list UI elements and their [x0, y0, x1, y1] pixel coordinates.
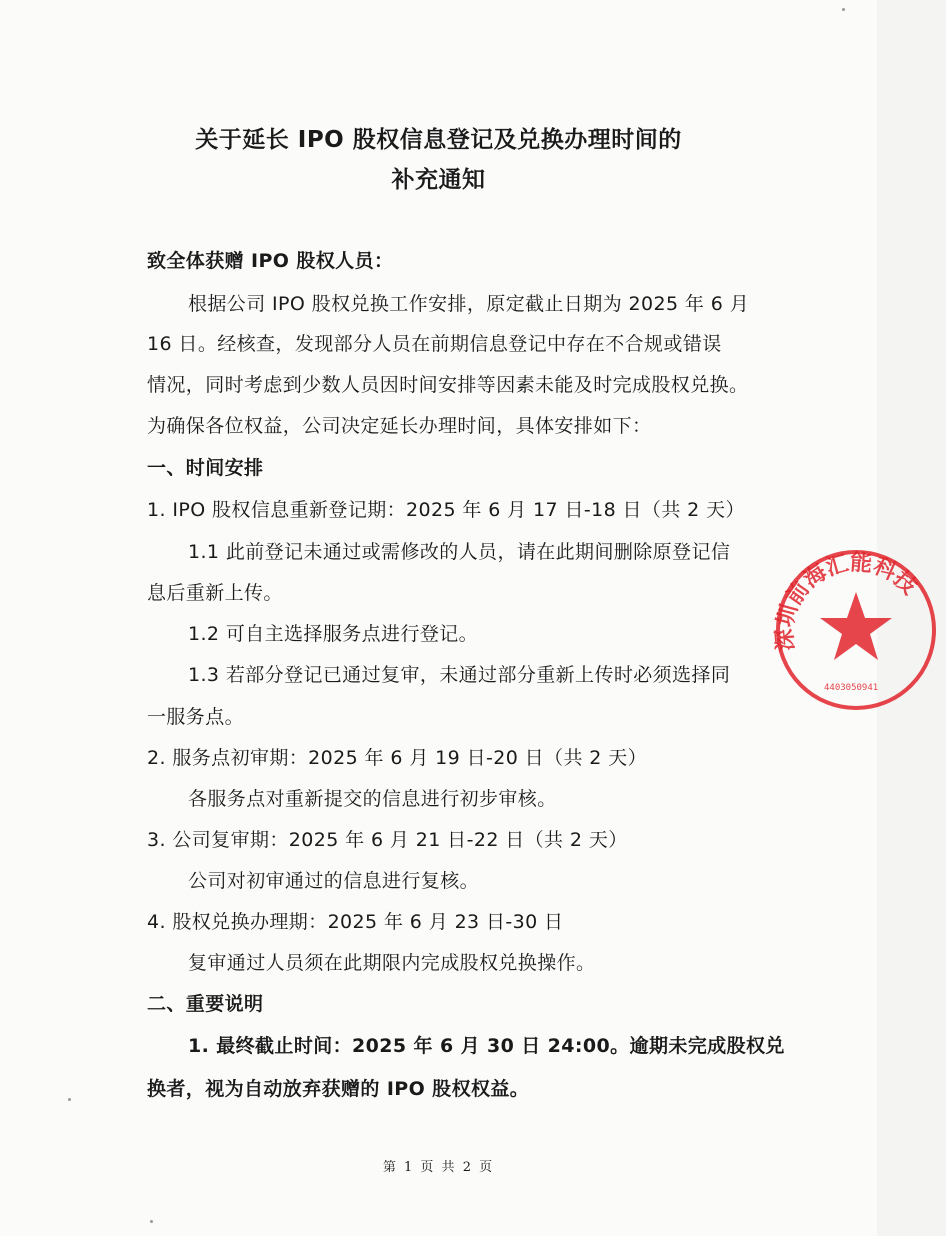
page-footer: 第 1 页 共 2 页	[382, 1160, 495, 1175]
schedule-item-1-2: 1.2 可自主选择服务点进行登记。	[188, 623, 479, 645]
schedule-item-1: 1. IPO 股权信息重新登记期：2025 年 6 月 17 日-18 日（共 2 天）	[147, 499, 745, 521]
scan-speck	[842, 8, 845, 11]
section-heading-schedule: 一、时间安排	[147, 457, 264, 479]
scan-speck	[68, 1098, 71, 1101]
seal-number: 4403050941	[824, 683, 879, 693]
seal-text: 深圳前海汇能科技	[771, 549, 923, 652]
intro-line-2: 16 日。经核查，发现部分人员在前期信息登记中存在不合规或错误	[147, 333, 722, 355]
scan-speck	[150, 1220, 153, 1223]
document-title-line1: 关于延长 IPO 股权信息登记及兑换办理时间的	[195, 127, 682, 153]
schedule-item-2: 2. 服务点初审期：2025 年 6 月 19 日-20 日（共 2 天）	[147, 747, 648, 769]
schedule-item-1-3-line-2: 一服务点。	[147, 706, 245, 728]
intro-line-3: 情况，同时考虑到少数人员因时间安排等因素未能及时完成股权兑换。	[147, 374, 749, 396]
schedule-item-4-desc: 复审通过人员须在此期限内完成股权兑换操作。	[188, 952, 596, 974]
salutation: 致全体获赠 IPO 股权人员：	[147, 250, 394, 272]
intro-line-1: 根据公司 IPO 股权兑换工作安排，原定截止日期为 2025 年 6 月	[188, 293, 750, 315]
schedule-item-3-desc: 公司对初审通过的信息进行复核。	[188, 870, 480, 892]
schedule-item-1-1-line-1: 1.1 此前登记未通过或需修改的人员，请在此期间删除原登记信	[188, 541, 731, 563]
intro-line-4: 为确保各位权益，公司决定延长办理时间，具体安排如下：	[147, 415, 652, 437]
company-seal-stamp	[766, 540, 946, 720]
seal-star-icon	[820, 592, 892, 660]
document-title-line2: 补充通知	[391, 167, 486, 193]
schedule-item-3: 3. 公司复审期：2025 年 6 月 21 日-22 日（共 2 天）	[147, 829, 628, 851]
note-1-line-1: 1. 最终截止时间：2025 年 6 月 30 日 24:00。逾期未完成股权兑	[188, 1035, 785, 1057]
schedule-item-2-desc: 各服务点对重新提交的信息进行初步审核。	[188, 788, 557, 810]
schedule-item-1-1-line-2: 息后重新上传。	[147, 582, 283, 604]
note-1-line-2: 换者，视为自动放弃获赠的 IPO 股权权益。	[147, 1078, 530, 1100]
schedule-item-4: 4. 股权兑换办理期：2025 年 6 月 23 日-30 日	[147, 911, 564, 933]
schedule-item-1-3-line-1: 1.3 若部分登记已通过复审，未通过部分重新上传时必须选择同	[188, 664, 731, 686]
section-heading-notes: 二、重要说明	[147, 993, 264, 1015]
